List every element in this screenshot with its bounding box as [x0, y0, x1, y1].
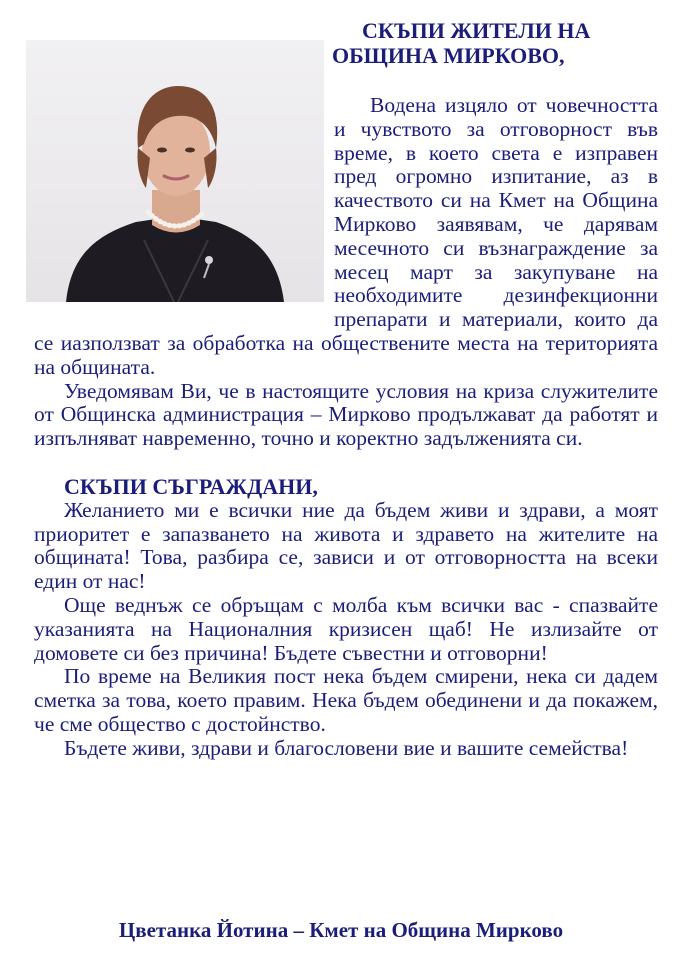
- signature-line: Цветанка Йотина – Кмет на Община Мирково: [118, 918, 564, 942]
- heading-dear-citizens: СКЪПИ СЪГРАЖДАНИ,: [64, 473, 318, 499]
- paragraph-administration: Уведомявам Ви, че в настоящите условия на криза служителите от Общинска администрация – Мирково продължават да работят и изпълняват навременно, точно и коректно задълженията си.: [34, 378, 658, 451]
- paragraph-blessing: Бъдете живи, здрави и благословени вие и вашите семейства!: [64, 735, 629, 760]
- paragraph-health-priority: Желанието ми е всички ние да бъдем живи и здрави, а моят приоритет е запазването на живота и здравето на жителите на общината! Това, разбира се, зависи и от отговорността на всеки един от нас!: [34, 497, 658, 594]
- letter-title: СКЪПИ ЖИТЕЛИ НА ОБЩИНА МИРКОВО,: [332, 18, 591, 68]
- paragraph-donation: Водена изцяло от човечността и чувството за отговорност във време, в което света е изправен пред огромно изпитание, аз в качеството си на Кмет на Община Мирково заявявам, че дарявам месечното си възнаграждение за месец март за закупуване на необходимите дезинфекционни препарати и материали, които да се иазползват за обработка на обществените места на територията на общината.: [34, 93, 658, 379]
- photo-wrap-space: [34, 94, 334, 310]
- letter-body: [34, 94, 658, 761]
- paragraph-crisis-appeal: Още веднъж се обръщам с молба към всички вас - спазвайте указанията на Националния кризисен щаб! Не излизайте от домовете си без причина! Бъдете съвестни и отговорни!: [34, 592, 658, 665]
- paragraph-lent: По време на Великия пост нека бъдем смирени, нека си дадем сметка за това, което правим. Нека бъдем обединени и да покажем, че сме общество с достойнство.: [34, 664, 658, 736]
